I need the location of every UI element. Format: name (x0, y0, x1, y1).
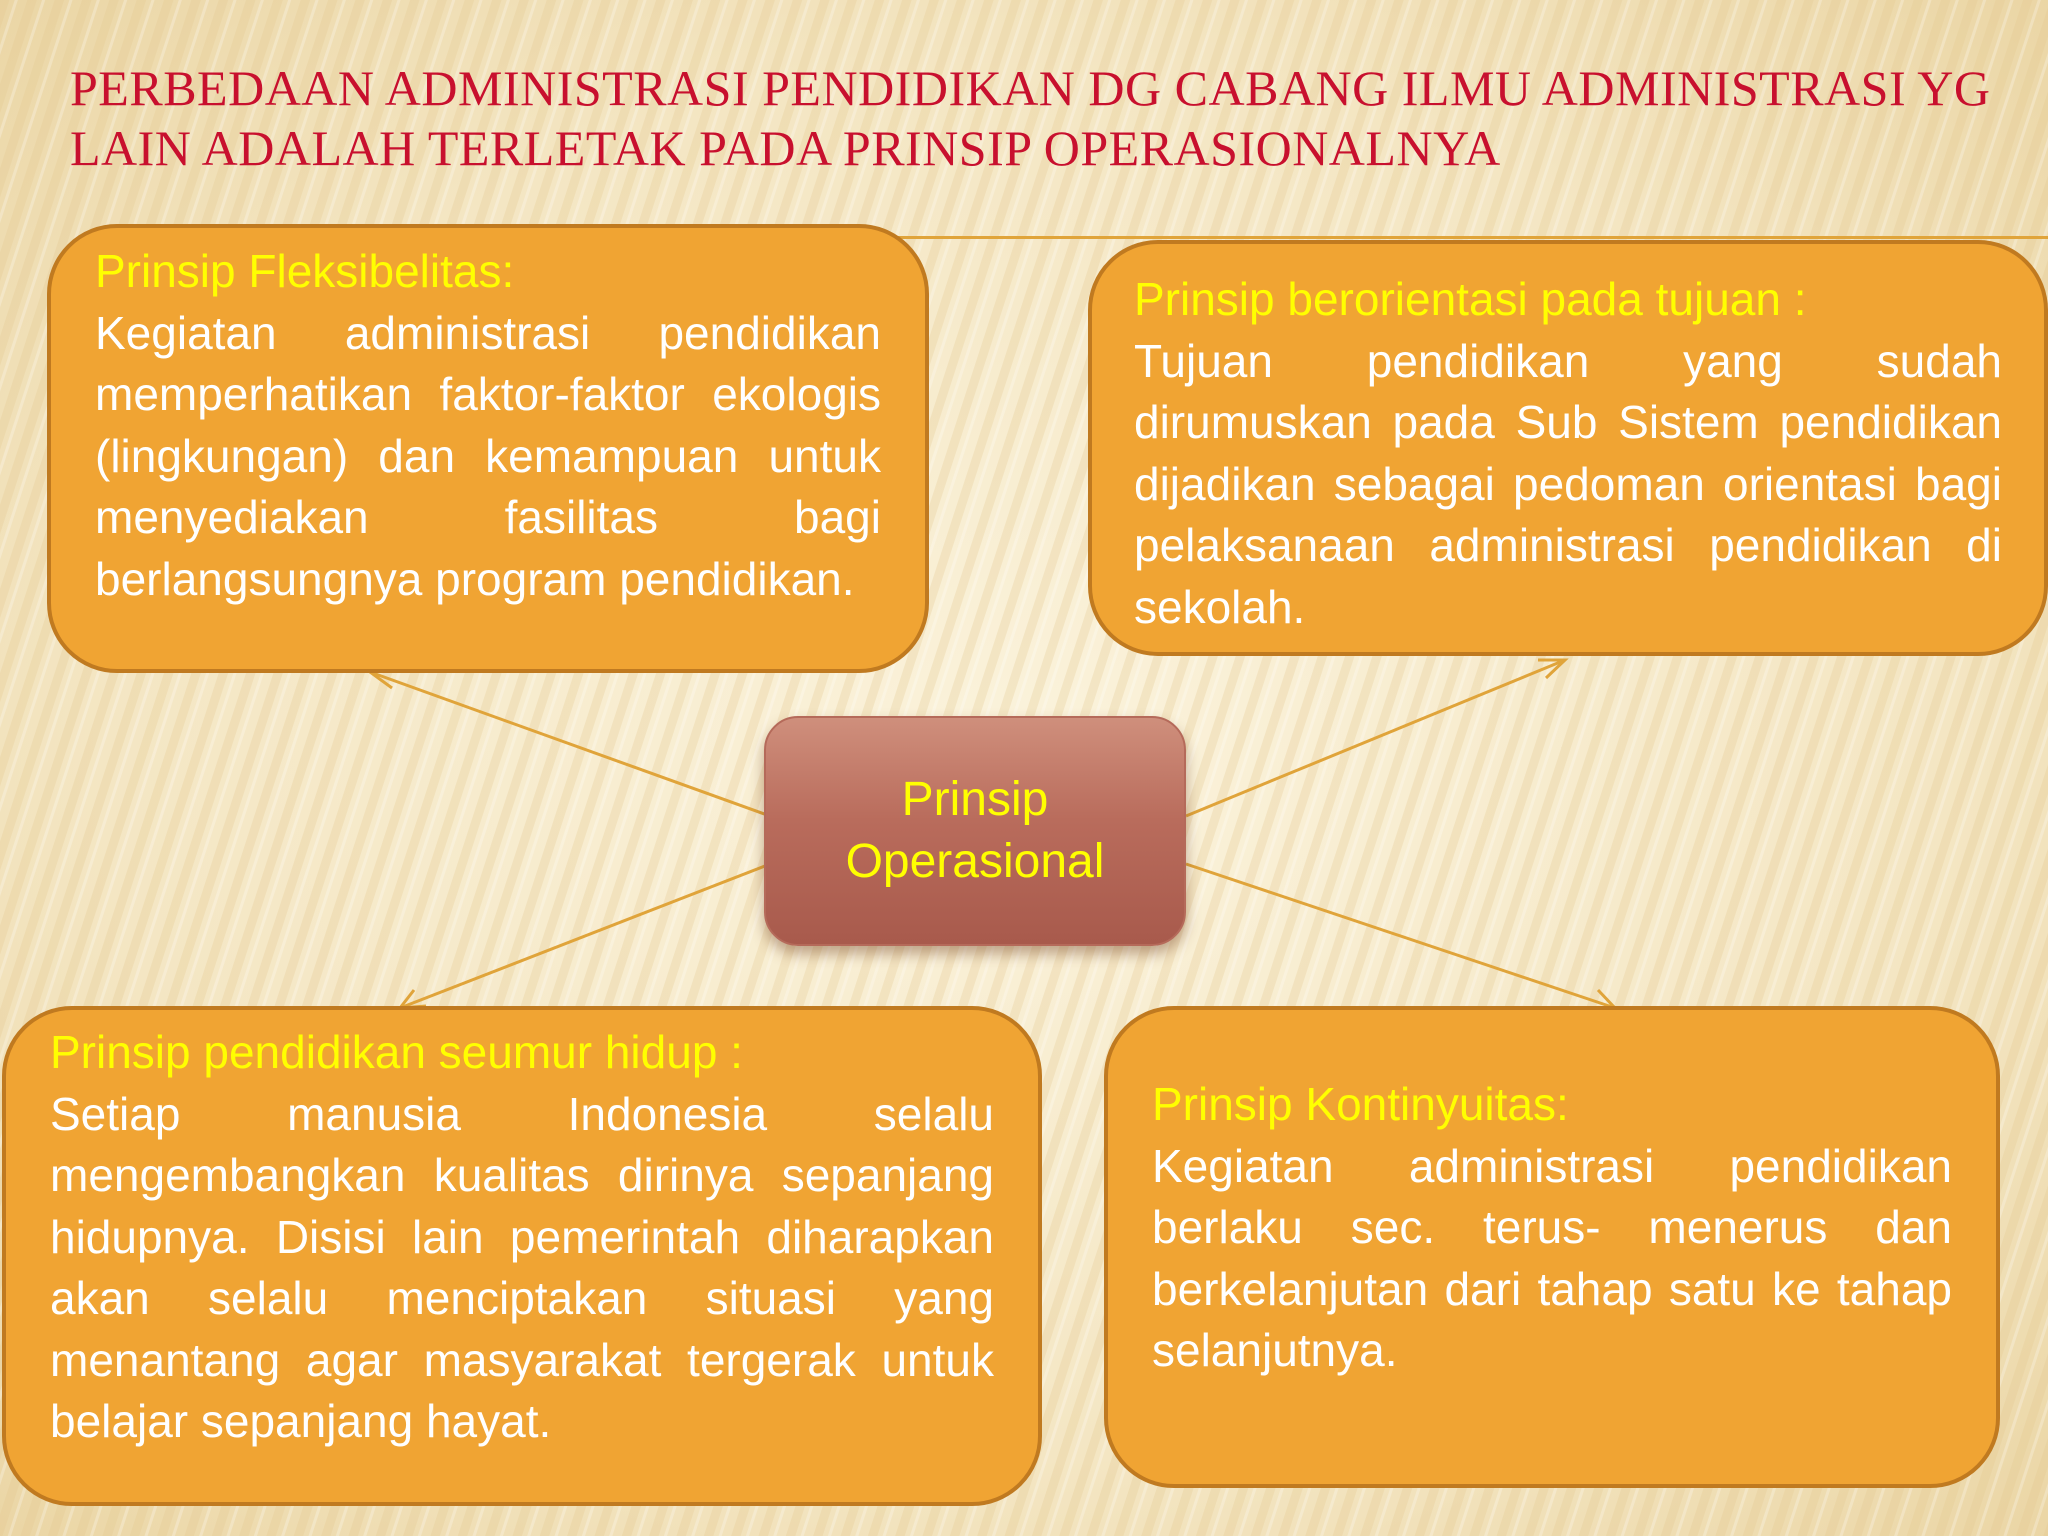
center-node-prinsip-operasional (764, 716, 1186, 946)
box-heading: Prinsip Fleksibelitas: (95, 245, 515, 297)
connector-top-right (1186, 660, 1565, 816)
box-body: Tujuan pendidikan yang sudah dirumuskan pada Sub Sistem pendidikan dijadikan sebagai pedoman orientasi bagi pelaksanaan administrasi pendidikan di sekolah. (1134, 334, 2002, 633)
box-heading: Prinsip pendidikan seumur hidup : (50, 1026, 743, 1078)
connector-bottom-right (1186, 864, 1615, 1008)
box-body: Setiap manusia Indonesia selalu mengembangkan kualitas dirinya sepanjang hidupnya. Disisi lain pemerintah diharapkan akan selalu menciptakan situasi yang menantang agar masyarakat tergerak untuk belajar sepanjang hayat. (50, 1087, 994, 1447)
box-prinsip-seumur-hidup (2, 1006, 1042, 1506)
box-prinsip-kontinyuitas (1104, 1006, 2000, 1488)
box-heading: Prinsip berorientasi pada tujuan : (1134, 273, 1807, 325)
box-prinsip-berorientasi-tujuan (1088, 240, 2048, 656)
box-body: Kegiatan administrasi pendidikan berlaku sec. terus- menerus dan berkelanjutan dari tahap satu ke tahap selanjutnya. (1152, 1139, 1952, 1376)
connector-bottom-left (400, 864, 770, 1008)
center-node-label: Prinsip Operasional (845, 773, 1105, 888)
box-prinsip-fleksibelitas (47, 224, 929, 673)
box-body: Kegiatan administrasi pendidikan memperhatikan faktor-faktor ekologis (lingkungan) dan kemampuan untuk menyediakan fasilitas bagi berlangsungnya program pendidikan. (95, 306, 881, 605)
slide-title: PERBEDAAN ADMINISTRASI PENDIDIKAN DG CABANG ILMU ADMINISTRASI YG LAIN ADALAH TERLETAK PADA PRINSIP OPERASIONALNYA (70, 60, 1991, 176)
box-heading: Prinsip Kontinyuitas: (1152, 1078, 1569, 1130)
connector-top-left (370, 672, 770, 816)
